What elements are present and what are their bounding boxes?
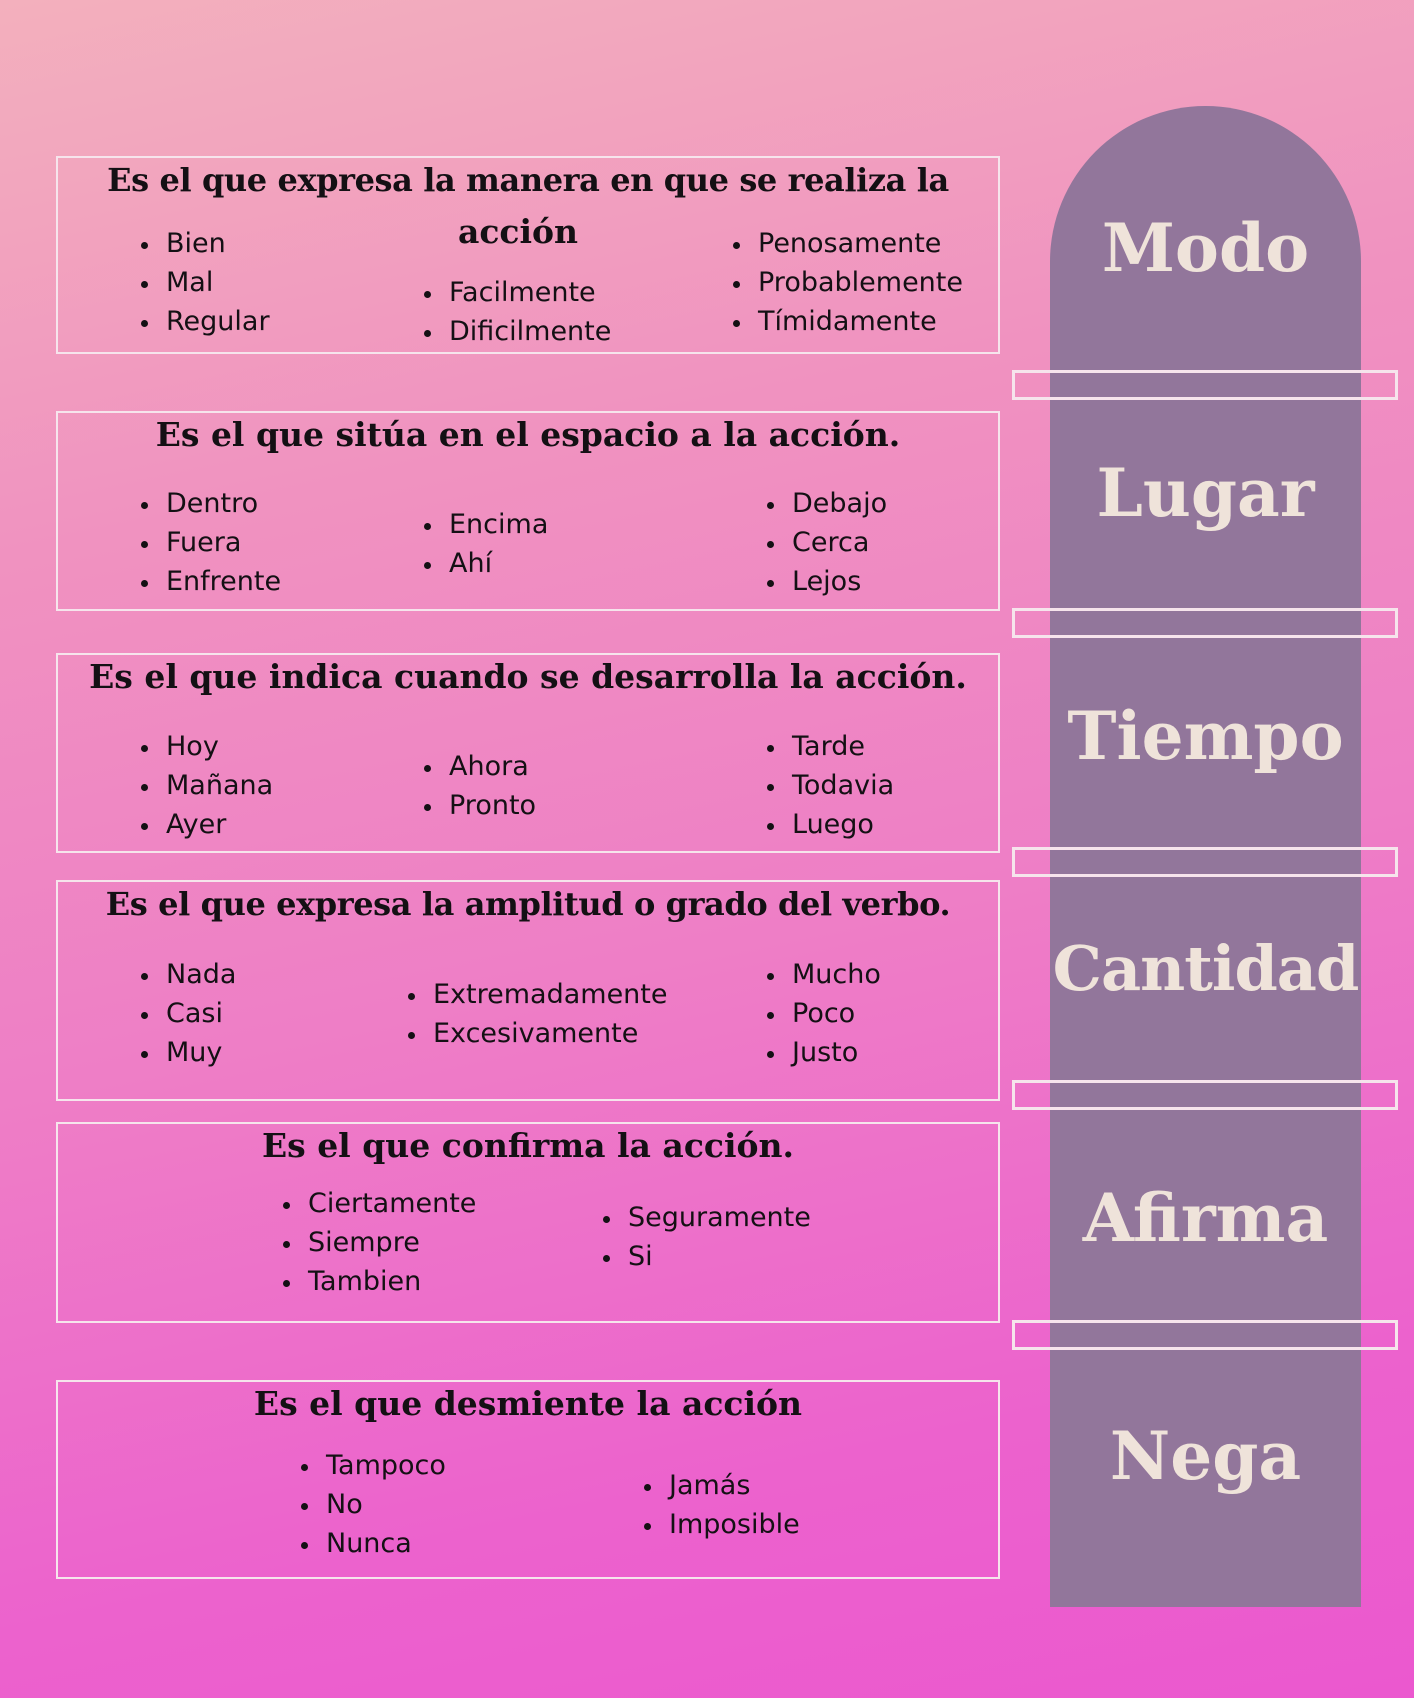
list-item: • Nunca bbox=[322, 1524, 446, 1563]
definition-box-afirma bbox=[56, 1122, 1000, 1323]
list-item: • Mucho bbox=[788, 955, 881, 994]
example-list bbox=[754, 955, 881, 1072]
example-list bbox=[395, 975, 668, 1053]
list-item: • Dificilmente bbox=[445, 312, 611, 351]
list-item: • Ahí bbox=[445, 544, 548, 583]
example-list bbox=[754, 727, 894, 844]
example-list bbox=[411, 747, 536, 825]
example-list bbox=[590, 1198, 811, 1276]
list-item: • Fuera bbox=[162, 523, 281, 562]
list-item: • Debajo bbox=[788, 484, 887, 523]
definition-text: Es el que sitúa en el espacio a la acción. bbox=[155, 415, 901, 454]
example-list bbox=[270, 1184, 476, 1301]
list-item: • Facilmente bbox=[445, 273, 611, 312]
definition-box-cantidad bbox=[56, 880, 1000, 1101]
list-item: • Penosamente bbox=[754, 224, 963, 263]
list-item: • Nada bbox=[162, 955, 236, 994]
category-label-afirma: Afirma bbox=[1082, 1179, 1329, 1257]
list-item: • Enfrente bbox=[162, 562, 281, 601]
definition-box-modo bbox=[56, 156, 1000, 354]
list-item: • No bbox=[322, 1485, 446, 1524]
list-item: • Encima bbox=[445, 505, 548, 544]
list-item: • Probablemente bbox=[754, 263, 963, 302]
list-item: • Hoy bbox=[162, 727, 273, 766]
list-item: • Todavia bbox=[788, 766, 894, 805]
definition-text: Es el que confirma la acción. bbox=[261, 1126, 795, 1165]
list-item: • Mañana bbox=[162, 766, 273, 805]
list-item: • Lejos bbox=[788, 562, 887, 601]
example-list bbox=[754, 484, 887, 601]
example-list bbox=[411, 273, 611, 351]
example-list bbox=[720, 224, 963, 341]
pillar-separator bbox=[1012, 370, 1398, 400]
list-item: • Muy bbox=[162, 1033, 236, 1072]
definition-text-continued: acción bbox=[457, 212, 579, 251]
example-list bbox=[128, 955, 236, 1072]
list-item: • Jamás bbox=[665, 1466, 800, 1505]
list-item: • Pronto bbox=[445, 786, 536, 825]
list-item: • Seguramente bbox=[624, 1198, 811, 1237]
list-item: • Mal bbox=[162, 263, 270, 302]
pillar-separator bbox=[1012, 1320, 1398, 1350]
category-label-modo: Modo bbox=[1101, 209, 1310, 287]
example-list bbox=[128, 224, 270, 341]
category-label-tiempo: Tiempo bbox=[1067, 697, 1344, 775]
pillar-separator bbox=[1012, 1080, 1398, 1110]
list-item: • Luego bbox=[788, 805, 894, 844]
list-item: • Siempre bbox=[304, 1223, 476, 1262]
category-label-lugar: Lugar bbox=[1096, 454, 1315, 532]
list-item: • Ahora bbox=[445, 747, 536, 786]
example-list bbox=[128, 484, 281, 601]
list-item: • Tímidamente bbox=[754, 302, 963, 341]
list-item: • Bien bbox=[162, 224, 270, 263]
list-item: • Regular bbox=[162, 302, 270, 341]
list-item: • Si bbox=[624, 1237, 811, 1276]
list-item: • Justo bbox=[788, 1033, 881, 1072]
category-label-nega: Nega bbox=[1109, 1417, 1302, 1495]
list-item: • Ciertamente bbox=[304, 1184, 476, 1223]
list-item: • Extremadamente bbox=[429, 975, 668, 1014]
list-item: • Poco bbox=[788, 994, 881, 1033]
example-list bbox=[288, 1446, 446, 1563]
definition-box-tiempo bbox=[56, 653, 1000, 853]
definition-text: Es el que indica cuando se desarrolla la acción. bbox=[89, 657, 967, 696]
list-item: • Excesivamente bbox=[429, 1014, 668, 1053]
definition-text: Es el que expresa la manera en que se realiza la bbox=[107, 161, 949, 199]
pillar-separator bbox=[1012, 608, 1398, 638]
list-item: • Ayer bbox=[162, 805, 273, 844]
example-list bbox=[631, 1466, 800, 1544]
pillar-separator bbox=[1012, 847, 1398, 877]
list-item: • Tampoco bbox=[322, 1446, 446, 1485]
example-list bbox=[411, 505, 548, 583]
definition-text: Es el que desmiente la acción bbox=[253, 1384, 803, 1423]
list-item: • Tambien bbox=[304, 1262, 476, 1301]
definition-box-nega bbox=[56, 1380, 1000, 1579]
list-item: • Cerca bbox=[788, 523, 887, 562]
list-item: • Casi bbox=[162, 994, 236, 1033]
definition-text: Es el que expresa la amplitud o grado del verbo. bbox=[105, 885, 951, 923]
list-item: • Imposible bbox=[665, 1505, 800, 1544]
list-item: • Dentro bbox=[162, 484, 281, 523]
category-label-cantidad: Cantidad bbox=[1052, 932, 1359, 1005]
list-item: • Tarde bbox=[788, 727, 894, 766]
definition-box-lugar bbox=[56, 411, 1000, 611]
example-list bbox=[128, 727, 273, 844]
